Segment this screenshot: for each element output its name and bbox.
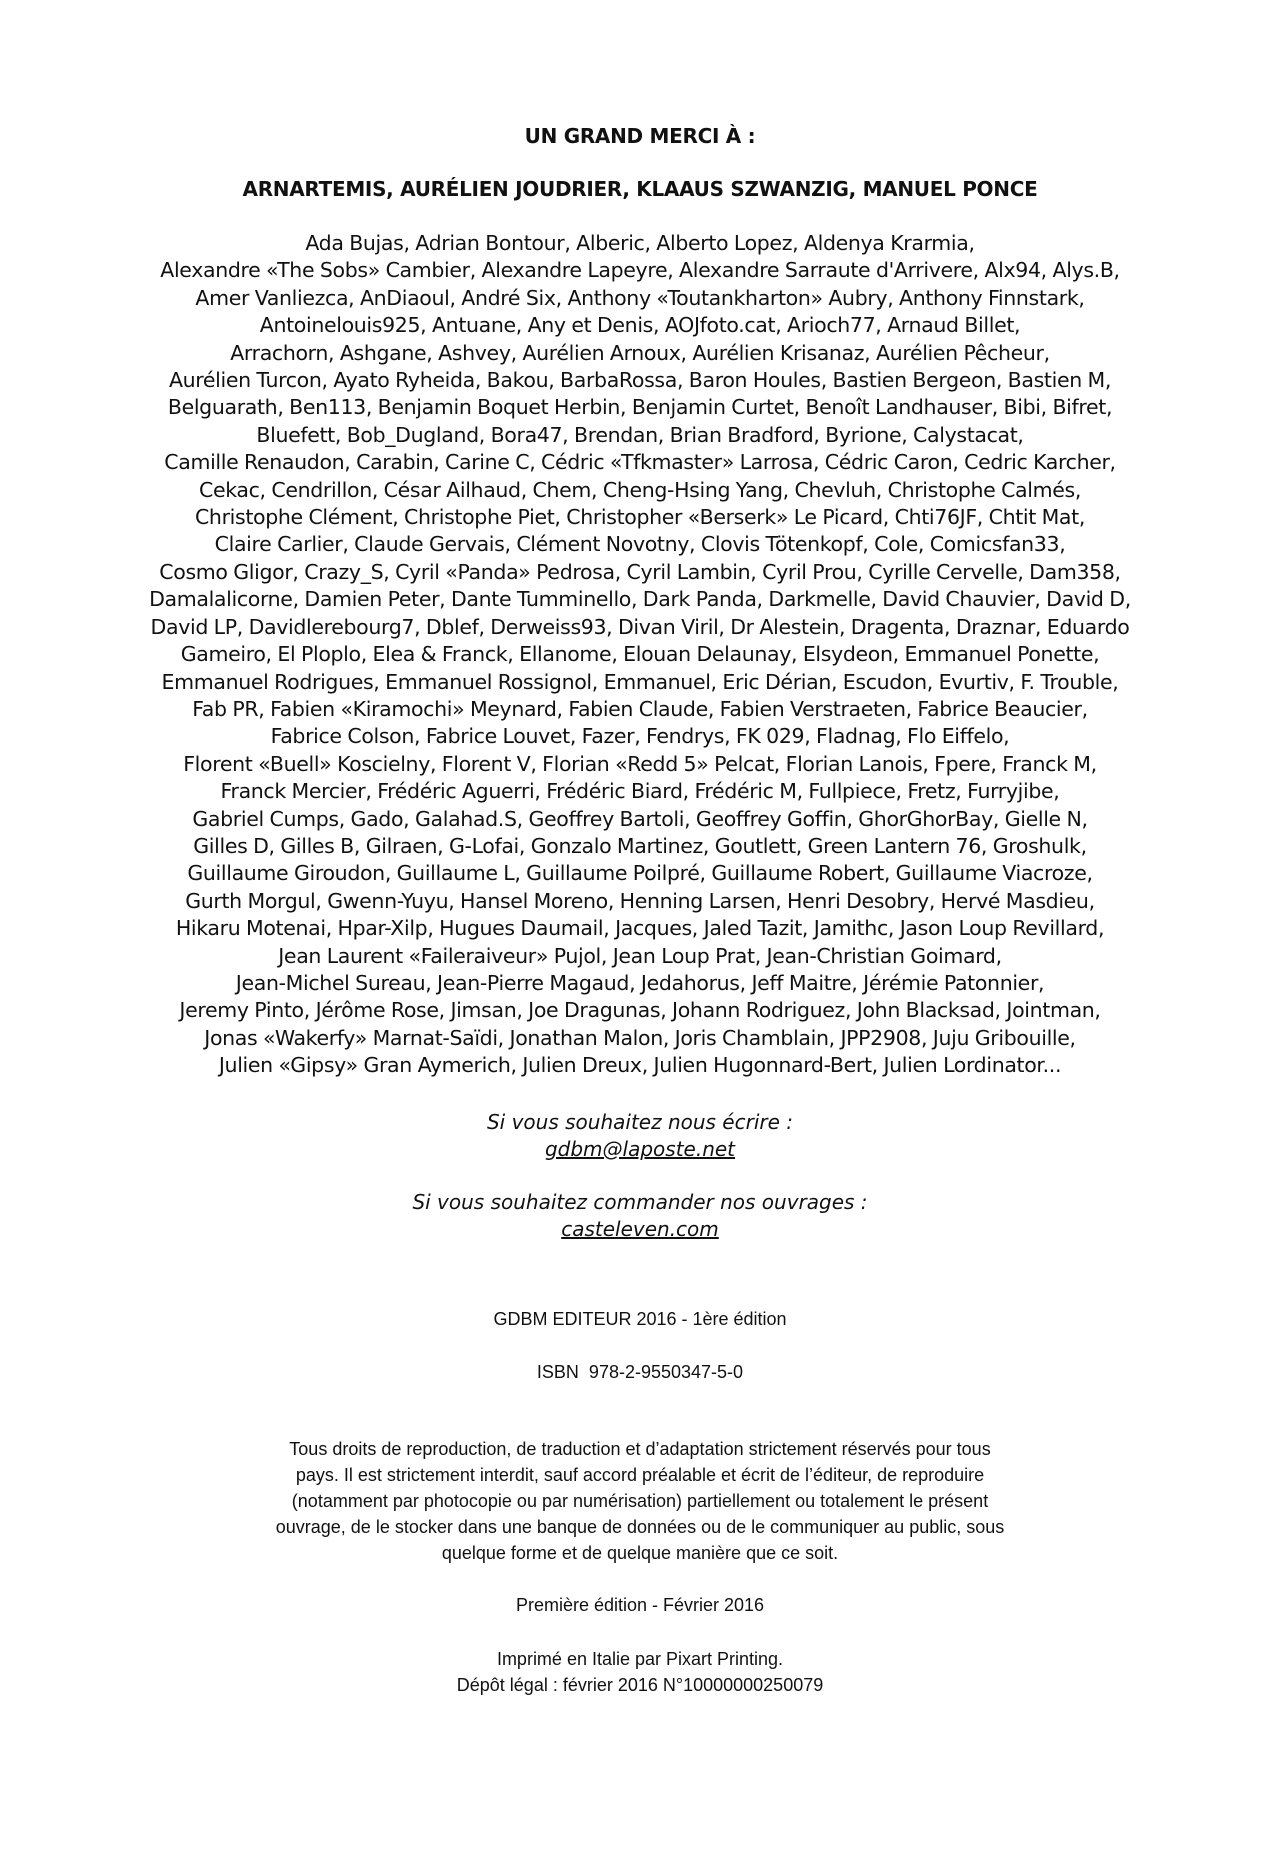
names-line: Gabriel Cumps, Gado, Galahad.S, Geoffrey Bartoli, Geoffrey Goffin, GhorGhorBay, Gielle N, bbox=[192, 806, 1088, 831]
write-label: Si vous souhaitez nous écrire : bbox=[486, 1110, 794, 1134]
email-link-row bbox=[0, 1136, 1280, 1163]
names-line: Fabrice Colson, Fabrice Louvet, Fazer, Fendrys, FK 029, Fladnag, Flo Eiffelo, bbox=[270, 724, 1010, 749]
first-edition-date: Première édition - Février 2016 bbox=[515, 1595, 765, 1615]
names-line: Bluefett, Bob_Dugland, Bora47, Brendan, Brian Bradford, Byrione, Calystacat, bbox=[256, 422, 1024, 447]
names-line: Damalalicorne, Damien Peter, Dante Tumminello, Dark Panda, Darkmelle, David Chauvier, David D, bbox=[149, 587, 1131, 612]
printer-info: Imprimé en Italie par Pixart Printing. bbox=[496, 1649, 784, 1669]
names-line: Alexandre «The Sobs» Cambier, Alexandre Lapeyre, Alexandre Sarraute d'Arrivere, Alx94, Alys.B, bbox=[160, 258, 1120, 283]
legal-deposit: Dépôt légal : février 2016 N°10000000250079 bbox=[456, 1675, 824, 1695]
names-line: Julien «Gipsy» Gran Aymerich, Julien Dreux, Julien Hugonnard-Bert, Julien Lordinator... bbox=[218, 1053, 1062, 1078]
names-line: Christophe Clément, Christophe Piet, Christopher «Berserk» Le Picard, Chti76JF, Chtit Mat, bbox=[194, 505, 1086, 530]
names-line: Hikaru Motenai, Hpar-Xilp, Hugues Daumail, Jacques, Jaled Tazit, Jamithc, Jason Loup Revillard, bbox=[175, 916, 1105, 941]
order-label: Si vous souhaitez commander nos ouvrages : bbox=[412, 1190, 868, 1214]
thanks-names-list bbox=[80, 230, 1200, 1080]
names-line: Gilles D, Gilles B, Gilraen, G-Lofai, Gonzalo Martinez, Goutlett, Green Lantern 76, Groshulk, bbox=[193, 833, 1087, 858]
names-line: Emmanuel Rodrigues, Emmanuel Rossignol, Emmanuel, Eric Dérian, Escudon, Evurtiv, F. Trouble, bbox=[161, 669, 1119, 694]
rights-line: ouvrage, de le stocker dans une banque de données ou de le communiquer au public, sous bbox=[275, 1517, 1005, 1537]
email-link[interactable]: gdbm@laposte.net bbox=[544, 1137, 736, 1161]
rights-line: pays. Il est strictement interdit, sauf accord préalable et écrit de l’éditeur, de reproduire bbox=[295, 1465, 985, 1485]
names-line: Jeremy Pinto, Jérôme Rose, Jimsan, Joe Dragunas, Johann Rodriguez, John Blacksad, Jointman, bbox=[179, 998, 1101, 1023]
rights-line: quelque forme et de quelque manière que ce soit. bbox=[441, 1543, 839, 1563]
names-line: Jean Laurent «Faileraiveur» Pujol, Jean Loup Prat, Jean-Christian Goimard, bbox=[278, 943, 1002, 968]
names-line: Florent «Buell» Koscielny, Florent V, Florian «Redd 5» Pelcat, Florian Lanois, Fpere, Franck M, bbox=[183, 751, 1097, 776]
isbn: ISBN 978-2-9550347-5-0 bbox=[536, 1362, 744, 1382]
names-line: Jonas «Wakerfy» Marnat-Saïdi, Jonathan Malon, Joris Chamblain, JPP2908, Juju Gribouille, bbox=[204, 1025, 1076, 1050]
names-line: Arrachorn, Ashgane, Ashvey, Aurélien Arnoux, Aurélien Krisanaz, Aurélien Pêcheur, bbox=[230, 340, 1050, 365]
names-line: Claire Carlier, Claude Gervais, Clément Novotny, Clovis Tötenkopf, Cole, Comicsfan33, bbox=[214, 532, 1066, 557]
names-line: Cosmo Gligor, Crazy_S, Cyril «Panda» Pedrosa, Cyril Lambin, Cyril Prou, Cyrille Cervelle, Dam358, bbox=[159, 559, 1121, 584]
thanks-title: UN GRAND MERCI À : bbox=[524, 124, 756, 148]
names-line: Antoinelouis925, Antuane, Any et Denis, AOJfoto.cat, Arioch77, Arnaud Billet, bbox=[259, 313, 1021, 338]
website-link-row bbox=[0, 1216, 1280, 1243]
names-line: David LP, Davidlerebourg7, Dblef, Derweiss93, Divan Viril, Dr Alestein, Dragenta, Draznar, Eduardo bbox=[150, 614, 1130, 639]
names-line: Camille Renaudon, Carabin, Carine C, Cédric «Tfkmaster» Larrosa, Cédric Caron, Cedric Karcher, bbox=[164, 450, 1116, 475]
names-line: Fab PR, Fabien «Kiramochi» Meynard, Fabien Claude, Fabien Verstraeten, Fabrice Beaucier, bbox=[192, 696, 1088, 721]
names-line: Cekac, Cendrillon, César Ailhaud, Chem, Cheng-Hsing Yang, Chevluh, Christophe Calmés, bbox=[199, 477, 1081, 502]
names-line: Jean-Michel Sureau, Jean-Pierre Magaud, Jedahorus, Jeff Maitre, Jérémie Patonnier, bbox=[235, 970, 1045, 995]
names-line: Gurth Morgul, Gwenn-Yuyu, Hansel Moreno, Henning Larsen, Henri Desobry, Hervé Masdieu, bbox=[185, 888, 1095, 913]
names-line: Amer Vanliezca, AnDiaoul, André Six, Anthony «Toutankharton» Aubry, Anthony Finnstark, bbox=[195, 285, 1085, 310]
rights-notice bbox=[200, 1436, 1080, 1566]
names-line: Gameiro, El Ploplo, Elea & Franck, Ellanome, Elouan Delaunay, Elsydeon, Emmanuel Ponette, bbox=[180, 642, 1100, 667]
names-line: Guillaume Giroudon, Guillaume L, Guillaume Poilpré, Guillaume Robert, Guillaume Viacroze, bbox=[187, 861, 1093, 886]
names-line: Belguarath, Ben113, Benjamin Boquet Herbin, Benjamin Curtet, Benoît Landhauser, Bibi, Bifret, bbox=[167, 395, 1113, 420]
names-line: Ada Bujas, Adrian Bontour, Alberic, Alberto Lopez, Aldenya Krarmia, bbox=[305, 231, 975, 255]
thanks-highlighted-names: ARNARTEMIS, AURÉLIEN JOUDRIER, KLAAUS SZWANZIG, MANUEL PONCE bbox=[242, 177, 1038, 201]
rights-line: Tous droits de reproduction, de traduction et d’adaptation strictement réservés pour tous bbox=[289, 1439, 991, 1459]
rights-line: (notamment par photocopie ou par numérisation) partiellement ou totalement le présent bbox=[291, 1491, 989, 1511]
names-line: Franck Mercier, Frédéric Aguerri, Frédéric Biard, Frédéric M, Fullpiece, Fretz, Furryjibe, bbox=[220, 779, 1060, 804]
publisher-edition: GDBM EDITEUR 2016 - 1ère édition bbox=[493, 1309, 787, 1329]
names-line: Aurélien Turcon, Ayato Ryheida, Bakou, BarbaRossa, Baron Houles, Bastien Bergeon, Bastien M, bbox=[168, 368, 1112, 393]
website-link[interactable]: casteleven.com bbox=[561, 1217, 719, 1241]
